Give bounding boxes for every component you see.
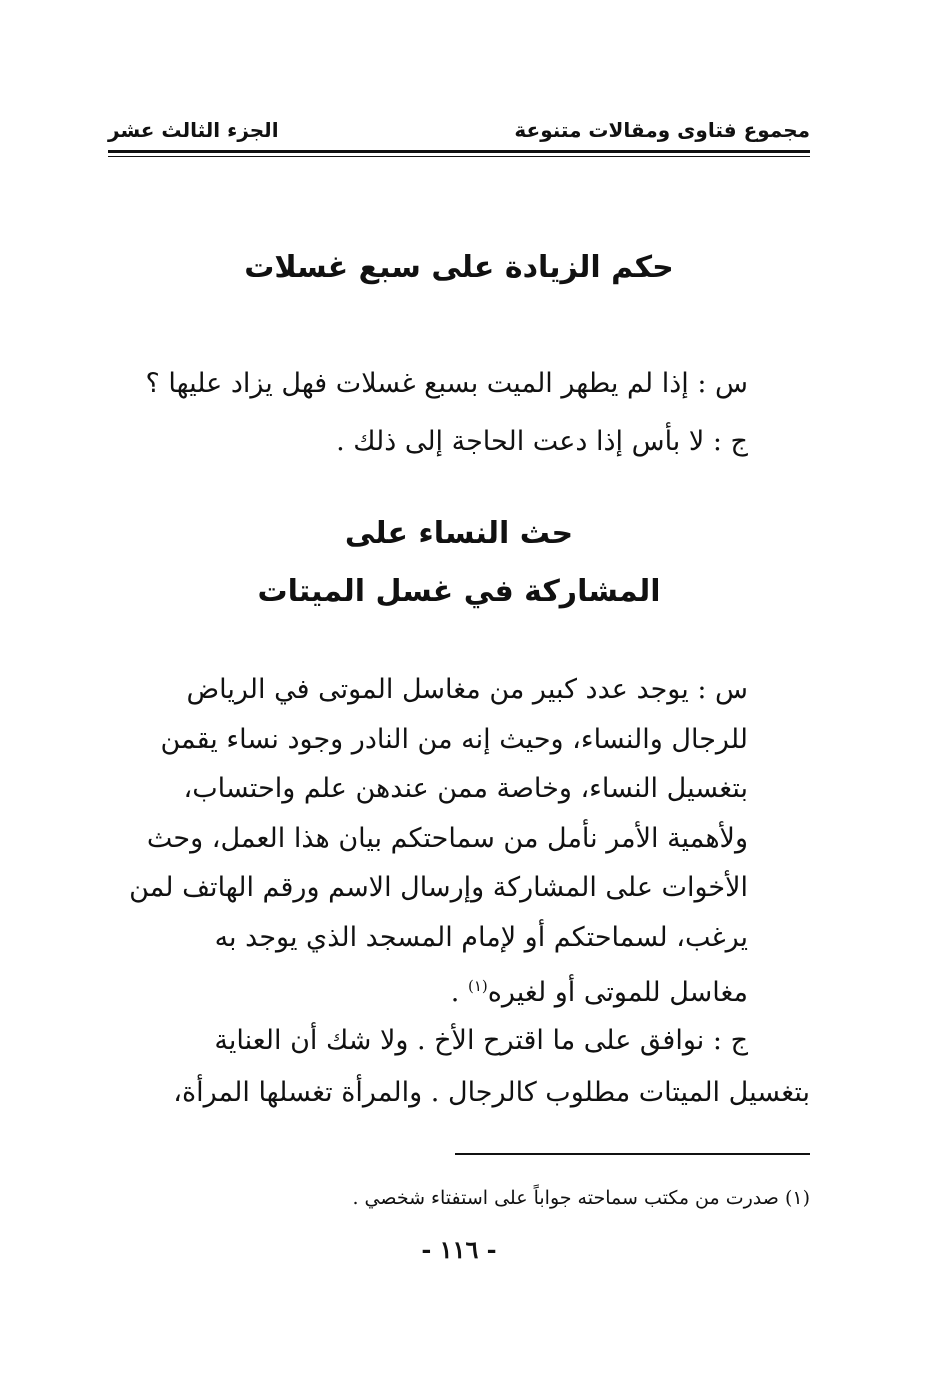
footnote-rule: [455, 1153, 810, 1155]
question-2-line: ولأهمية الأمر نأمل من سماحتكم بيان هذا العمل، وحث: [146, 822, 748, 854]
question-2-line: مغاسل للموتى أو لغيره: [487, 977, 748, 1008]
question-2-line: س : يوجد عدد كبير من مغاسل الموتى في الرياض: [186, 674, 748, 705]
question-2: [108, 665, 748, 1018]
header-rule-thick: [108, 150, 810, 153]
page-number: - ١١٦ -: [421, 1235, 497, 1264]
book-title: مجموع فتاوى ومقالات متنوعة: [514, 118, 810, 142]
header-rule-thin: [108, 156, 810, 157]
volume-label: الجزء الثالث عشر: [108, 118, 279, 142]
footnote: (١) صدرت من مكتب سماحته جواباً على استفتاء شخصي .: [352, 1187, 810, 1209]
question-1: س : إذا لم يطهر الميت بسبع غسلات فهل يزاد عليها ؟: [145, 368, 748, 399]
question-2-line: الأخوات على المشاركة وإرسال الاسم ورقم الهاتف لمن: [129, 872, 748, 903]
answer-2: [108, 1015, 810, 1119]
section-title-1: حكم الزيادة على سبع غسلات: [244, 250, 674, 285]
section-title-2: [108, 505, 810, 621]
question-2-line: يرغب، لسماحتكم أو لإمام المسجد الذي يوجد به: [214, 921, 748, 953]
section-title-2-line-2: المشاركة في غسل الميتات: [257, 574, 661, 609]
answer-2-line-1: ج : نوافق على ما اقترح الأخ . ولا شك أن العناية: [214, 1025, 748, 1056]
question-2-end: .: [450, 977, 468, 1008]
footnote-marker: (١): [467, 977, 488, 995]
running-header: [108, 118, 810, 148]
answer-2-line-2: بتغسيل الميتات مطلوب كالرجال . والمرأة تغسلها المرأة،: [173, 1077, 810, 1108]
section-title-2-line-1: حث النساء على: [344, 516, 574, 551]
qa-block-1: [108, 355, 748, 471]
question-2-line: بتغسيل النساء، وخاصة ممن عندهن علم واحتساب،: [183, 773, 748, 804]
question-2-last-line: [108, 962, 748, 1018]
answer-1: ج : لا بأس إذا دعت الحاجة إلى ذلك .: [336, 426, 748, 457]
question-2-line: للرجال والنساء، وحيث إنه من النادر وجود نساء يقمن: [160, 723, 748, 755]
